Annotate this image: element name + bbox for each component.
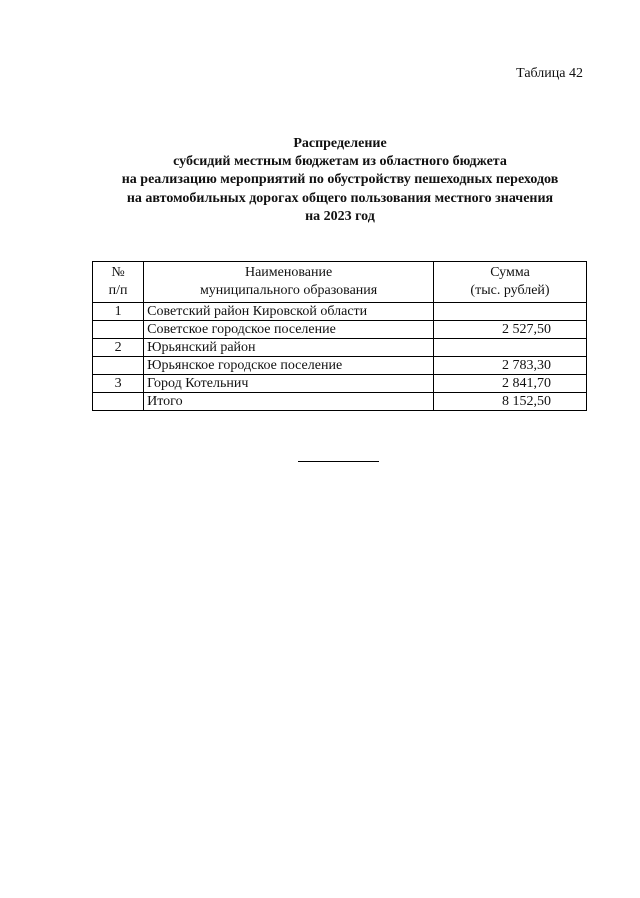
title-line: субсидий местным бюджетам из областного бюджета [173, 154, 507, 170]
row-sum: 8 152,50 [434, 393, 587, 411]
row-num [93, 393, 144, 411]
row-num: 2 [93, 339, 144, 357]
header-name-line2: муниципального образования [199, 283, 378, 298]
title-line: на автомобильных дорогах общего пользования местного значения [126, 190, 554, 206]
row-name: Юрьянское городское поселение [144, 357, 434, 375]
document-title [0, 135, 640, 226]
title-line: на реализацию мероприятий по обустройству пешеходных переходов [121, 172, 559, 188]
row-sum [434, 339, 587, 357]
row-name: Советское городское поселение [144, 321, 434, 339]
row-sum [434, 303, 587, 321]
table-row [93, 375, 587, 393]
title-line: на 2023 год [305, 208, 375, 224]
row-sum: 2 783,30 [434, 357, 587, 375]
header-sum [434, 262, 587, 303]
table-row [93, 357, 587, 375]
title-line: Распределение [293, 136, 387, 151]
row-num: 3 [93, 375, 144, 393]
header-name-line1: Наименование [244, 265, 333, 280]
table-row [93, 303, 587, 321]
row-sum: 2 527,50 [434, 321, 587, 339]
row-num [93, 357, 144, 375]
header-num [93, 262, 144, 303]
row-name: Город Котельнич [144, 375, 434, 393]
table-row [93, 339, 587, 357]
header-num-line2: п/п [108, 283, 128, 298]
table-total-row [93, 393, 587, 411]
header-num-line1: № [111, 265, 125, 280]
row-num: 1 [93, 303, 144, 321]
row-name: Юрьянский район [144, 339, 434, 357]
header-sum-line1: Сумма [490, 265, 530, 280]
closing-divider-line [298, 461, 379, 462]
row-name: Итого [144, 393, 434, 411]
table-number-label: Таблица 42 [516, 66, 583, 81]
row-name: Советский район Кировской области [144, 303, 434, 321]
row-sum: 2 841,70 [434, 375, 587, 393]
header-sum-line2: (тыс. рублей) [470, 283, 550, 298]
row-num [93, 321, 144, 339]
table-header-row [93, 262, 587, 303]
header-name [144, 262, 434, 303]
subsidy-distribution-table [92, 261, 587, 411]
table-row [93, 321, 587, 339]
